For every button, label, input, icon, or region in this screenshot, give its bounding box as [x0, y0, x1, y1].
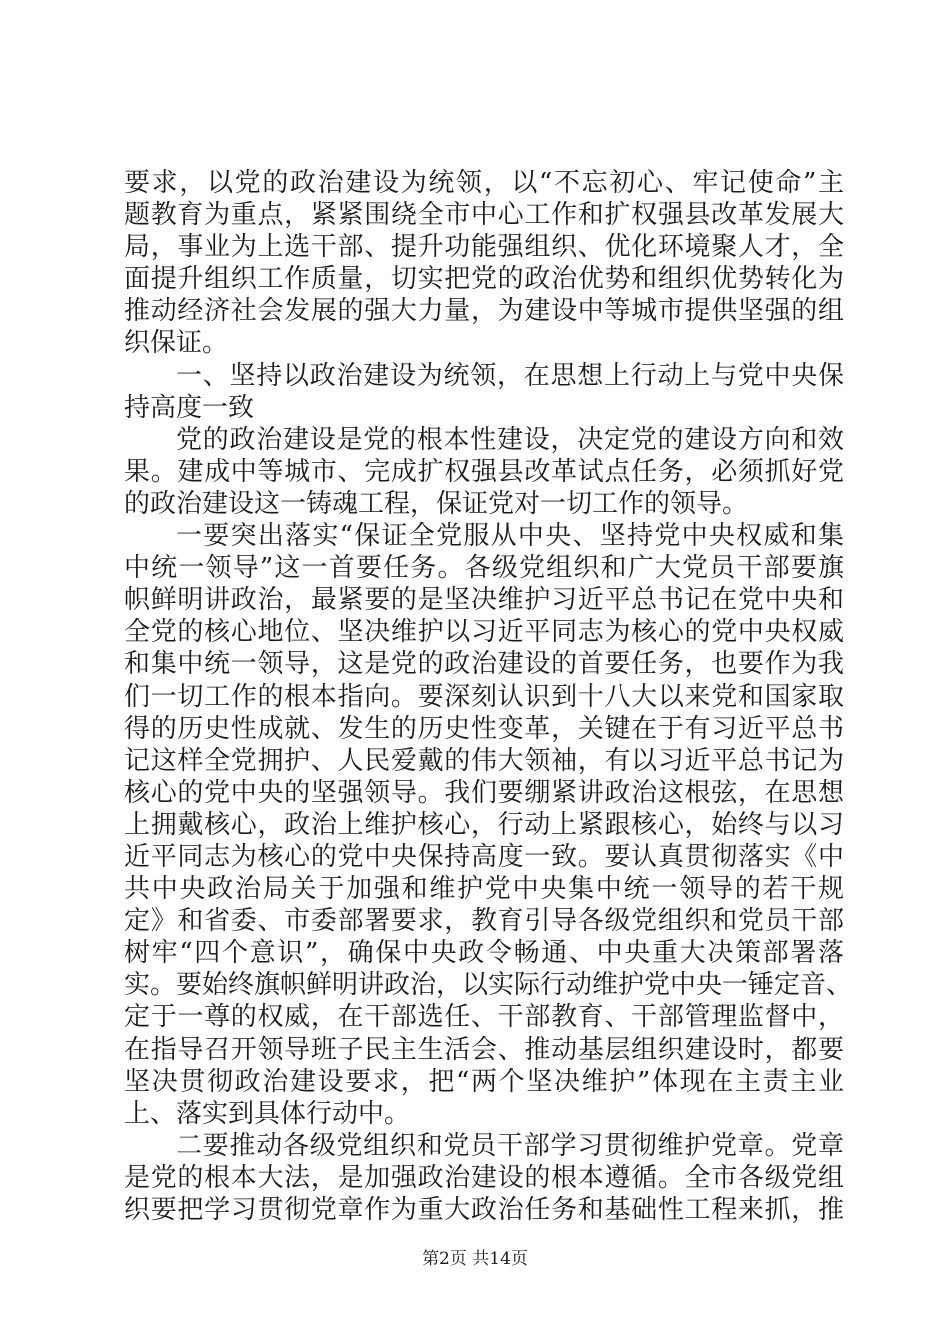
text-line: 上拥戴核心，政治上维护核心，行动上紧跟核心，始终与以习 [124, 809, 844, 840]
text-line: 得的历史性成就、发生的历史性变革，关键在于有习近平总书 [124, 713, 844, 744]
text-line: 推动经济社会发展的强大力量，为建设中等城市提供坚强的组 [124, 296, 844, 327]
document-body [124, 167, 853, 1226]
text-line: 全党的核心地位、坚决维护以习近平同志为核心的党中央权威 [124, 617, 844, 648]
text-line: 定于一尊的权威，在干部选任、干部教育、干部管理监督中， [124, 1002, 844, 1033]
text-line: 帜鲜明讲政治，最紧要的是坚决维护习近平总书记在党中央和 [124, 585, 844, 616]
text-line: 坚决贯彻政治建设要求，把“两个坚决维护”体现在主责主业 [124, 1066, 844, 1097]
text-line: 们一切工作的根本指向。要深刻认识到十八大以来党和国家取 [124, 681, 844, 712]
text-line: 共中央政治局关于加强和维护党中央集中统一领导的若干规 [124, 874, 844, 905]
text-line: 党的政治建设是党的根本性建设，决定党的建设方向和效 [176, 424, 844, 455]
page-number-footer: 第2页 共14页 [422, 1249, 528, 1269]
text-line: 一、坚持以政治建设为统领，在思想上行动上与党中央保 [176, 360, 844, 391]
text-line: 题教育为重点，紧紧围绕全市中心工作和扩权强县改革发展大 [124, 200, 844, 231]
text-line: 面提升组织工作质量，切实把党的政治优势和组织优势转化为 [124, 264, 844, 295]
text-line: 织要把学习贯彻党章作为重大政治任务和基础性工程来抓，推 [124, 1195, 844, 1225]
text-line: 实。要始终旗帜鲜明讲政治，以实际行动维护党中央一锤定音、 [124, 970, 853, 1001]
text-line: 定》和省委、市委部署要求，教育引导各级党组织和党员干部 [124, 906, 844, 937]
text-line: 一要突出落实“保证全党服从中央、坚持党中央权威和集 [176, 521, 844, 552]
text-line: 核心的党中央的坚强领导。我们要绷紧讲政治这根弦，在思想 [124, 777, 844, 808]
text-line: 和集中统一领导，这是党的政治建设的首要任务，也要作为我 [124, 649, 844, 680]
text-line: 二要推动各级党组织和党员干部学习贯彻维护党章。党章 [176, 1130, 844, 1161]
text-line: 记这样全党拥护、人民爱戴的伟大领袖，有以习近平总书记为 [124, 745, 844, 776]
text-line: 上、落实到具体行动中。 [124, 1098, 411, 1129]
text-line: 要求，以党的政治建设为统领，以“不忘初心、牢记使命”主 [124, 168, 844, 198]
text-line: 织保证。 [124, 328, 229, 359]
text-line: 果。建成中等城市、完成扩权强县改革试点任务，必须抓好党 [124, 456, 844, 487]
text-line: 近平同志为核心的党中央保持高度一致。要认真贯彻落实《中 [124, 841, 844, 872]
text-line: 局，事业为上选干部、提升功能强组织、优化环境聚人才，全 [124, 232, 844, 263]
text-line: 树牢“四个意识”，确保中央政令畅通、中央重大决策部署落 [124, 938, 844, 969]
text-line: 中统一领导”这一首要任务。各级党组织和广大党员干部要旗 [124, 553, 844, 584]
text-line: 持高度一致 [124, 392, 255, 423]
text-line: 的政治建设这一铸魂工程，保证党对一切工作的领导。 [124, 488, 749, 519]
text-line: 在指导召开领导班子民主生活会、推动基层组织建设时，都要 [124, 1034, 844, 1065]
text-line: 是党的根本大法，是加强政治建设的根本遵循。全市各级党组 [124, 1162, 844, 1193]
